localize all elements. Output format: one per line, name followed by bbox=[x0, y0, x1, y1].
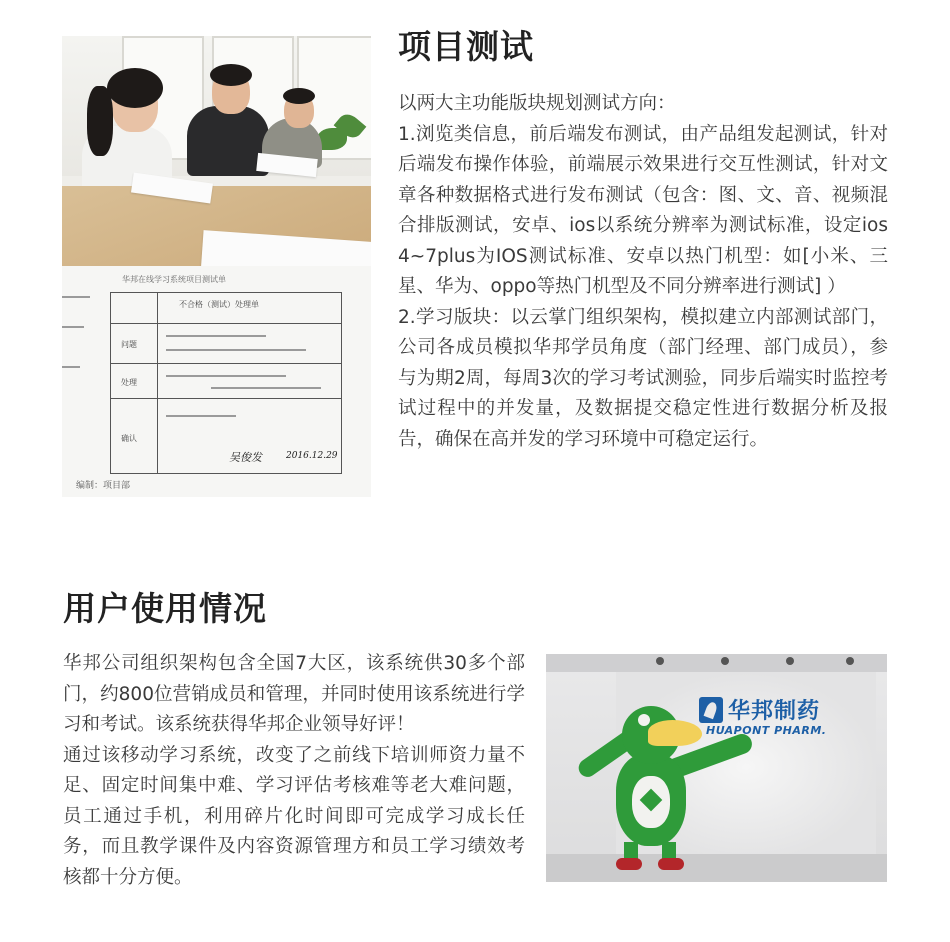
doc-title: 华邦在线学习系统项目测试单 bbox=[122, 275, 226, 284]
doc-form-table bbox=[110, 292, 342, 474]
mascot-shoe bbox=[616, 858, 642, 870]
mascot-shoe bbox=[658, 858, 684, 870]
logo-english-name: HUAPONT PHARM. bbox=[706, 724, 827, 737]
doc-handwriting bbox=[166, 415, 236, 417]
person-hair bbox=[283, 88, 315, 104]
ceiling-light bbox=[721, 657, 729, 665]
doc-row-line bbox=[111, 323, 341, 324]
person-hair bbox=[210, 64, 252, 86]
huapont-logo-icon bbox=[699, 697, 723, 723]
user-usage-body bbox=[63, 649, 525, 893]
body-paragraph: 以两大主功能版块规划测试方向： bbox=[398, 93, 676, 114]
doc-handwriting bbox=[211, 387, 321, 389]
mascot-beak bbox=[648, 720, 702, 746]
person-hair bbox=[107, 68, 163, 108]
section-heading-user-usage: 用户使用情况 bbox=[63, 589, 267, 628]
body-paragraph: 华邦公司组织架构包含全国7大区，该系统供30多个部门，约800位营销成员和管理，并同时使用该系统进行学习和考试。该系统获得华邦企业领导好评！ bbox=[63, 653, 525, 735]
doc-handwriting bbox=[166, 349, 306, 351]
doc-row-label: 问题 bbox=[121, 340, 137, 349]
doc-handwriting bbox=[62, 296, 90, 298]
doc-row-label: 确认 bbox=[121, 434, 137, 443]
doc-signature: 吴俊发 bbox=[229, 451, 262, 464]
doc-row-label: 处理 bbox=[121, 378, 137, 387]
doc-footer: 编制：项目部 bbox=[76, 481, 131, 491]
mascot-eye bbox=[638, 714, 650, 726]
ceiling-light bbox=[786, 657, 794, 665]
person-hair bbox=[87, 86, 113, 156]
project-testing-body bbox=[398, 89, 888, 455]
ceiling-light bbox=[846, 657, 854, 665]
section-heading-project-testing: 项目测试 bbox=[398, 27, 534, 66]
ceiling bbox=[546, 654, 887, 672]
ceiling-light bbox=[656, 657, 664, 665]
doc-row-line bbox=[111, 363, 341, 364]
doc-handwriting bbox=[166, 375, 286, 377]
doc-handwriting bbox=[62, 326, 84, 328]
floor bbox=[546, 854, 887, 882]
doc-handwriting bbox=[166, 335, 266, 337]
body-paragraph: 1.浏览类信息，前后端发布测试，由产品组发起测试，针对后端发布操作体验，前端展示效果进行交互性测试，针对文章各种数据格式进行发布测试（包含：图、文、音、视频混合排版测试，安卓、ios以系统分辨率为测试标准，设定ios 4~7plus为IOS测试标准、安卓以热门机型：如[小米、三星、华为、oppo等热门机型及不同分辨率进行测试] ） bbox=[398, 123, 888, 297]
test-report-document bbox=[62, 266, 371, 497]
doc-row-line bbox=[111, 398, 341, 399]
office-testing-photo bbox=[62, 36, 371, 497]
doc-column-line bbox=[157, 293, 158, 473]
logo-chinese-name: 华邦制药 bbox=[728, 699, 821, 724]
doc-note: 不合格（测试）处理单 bbox=[179, 300, 259, 309]
body-paragraph: 通过该移动学习系统，改变了之前线下培训师资力量不足、固定时间集中难、学习评估考核难等老大难问题，员工通过手机，利用碎片化时间即可完成学习成长任务，而且教学课件及内容资源管理方和员工学习绩效考核都十分方便。 bbox=[63, 744, 525, 888]
mascot-photo bbox=[546, 654, 887, 882]
doc-sign-date: 2016.12.29 bbox=[286, 451, 338, 461]
doc-handwriting bbox=[62, 366, 80, 368]
body-paragraph: 2.学习版块：以云掌门组织架构，模拟建立内部测试部门，公司各成员模拟华邦学员角度（部门经理、部门成员），参与为期2周，每周3次的学习考试测验，同步后端实时监控考试过程中的并发量，及数据提交稳定性进行数据分析及报告，确保在高并发的学习环境中可稳定运行。 bbox=[398, 306, 888, 450]
